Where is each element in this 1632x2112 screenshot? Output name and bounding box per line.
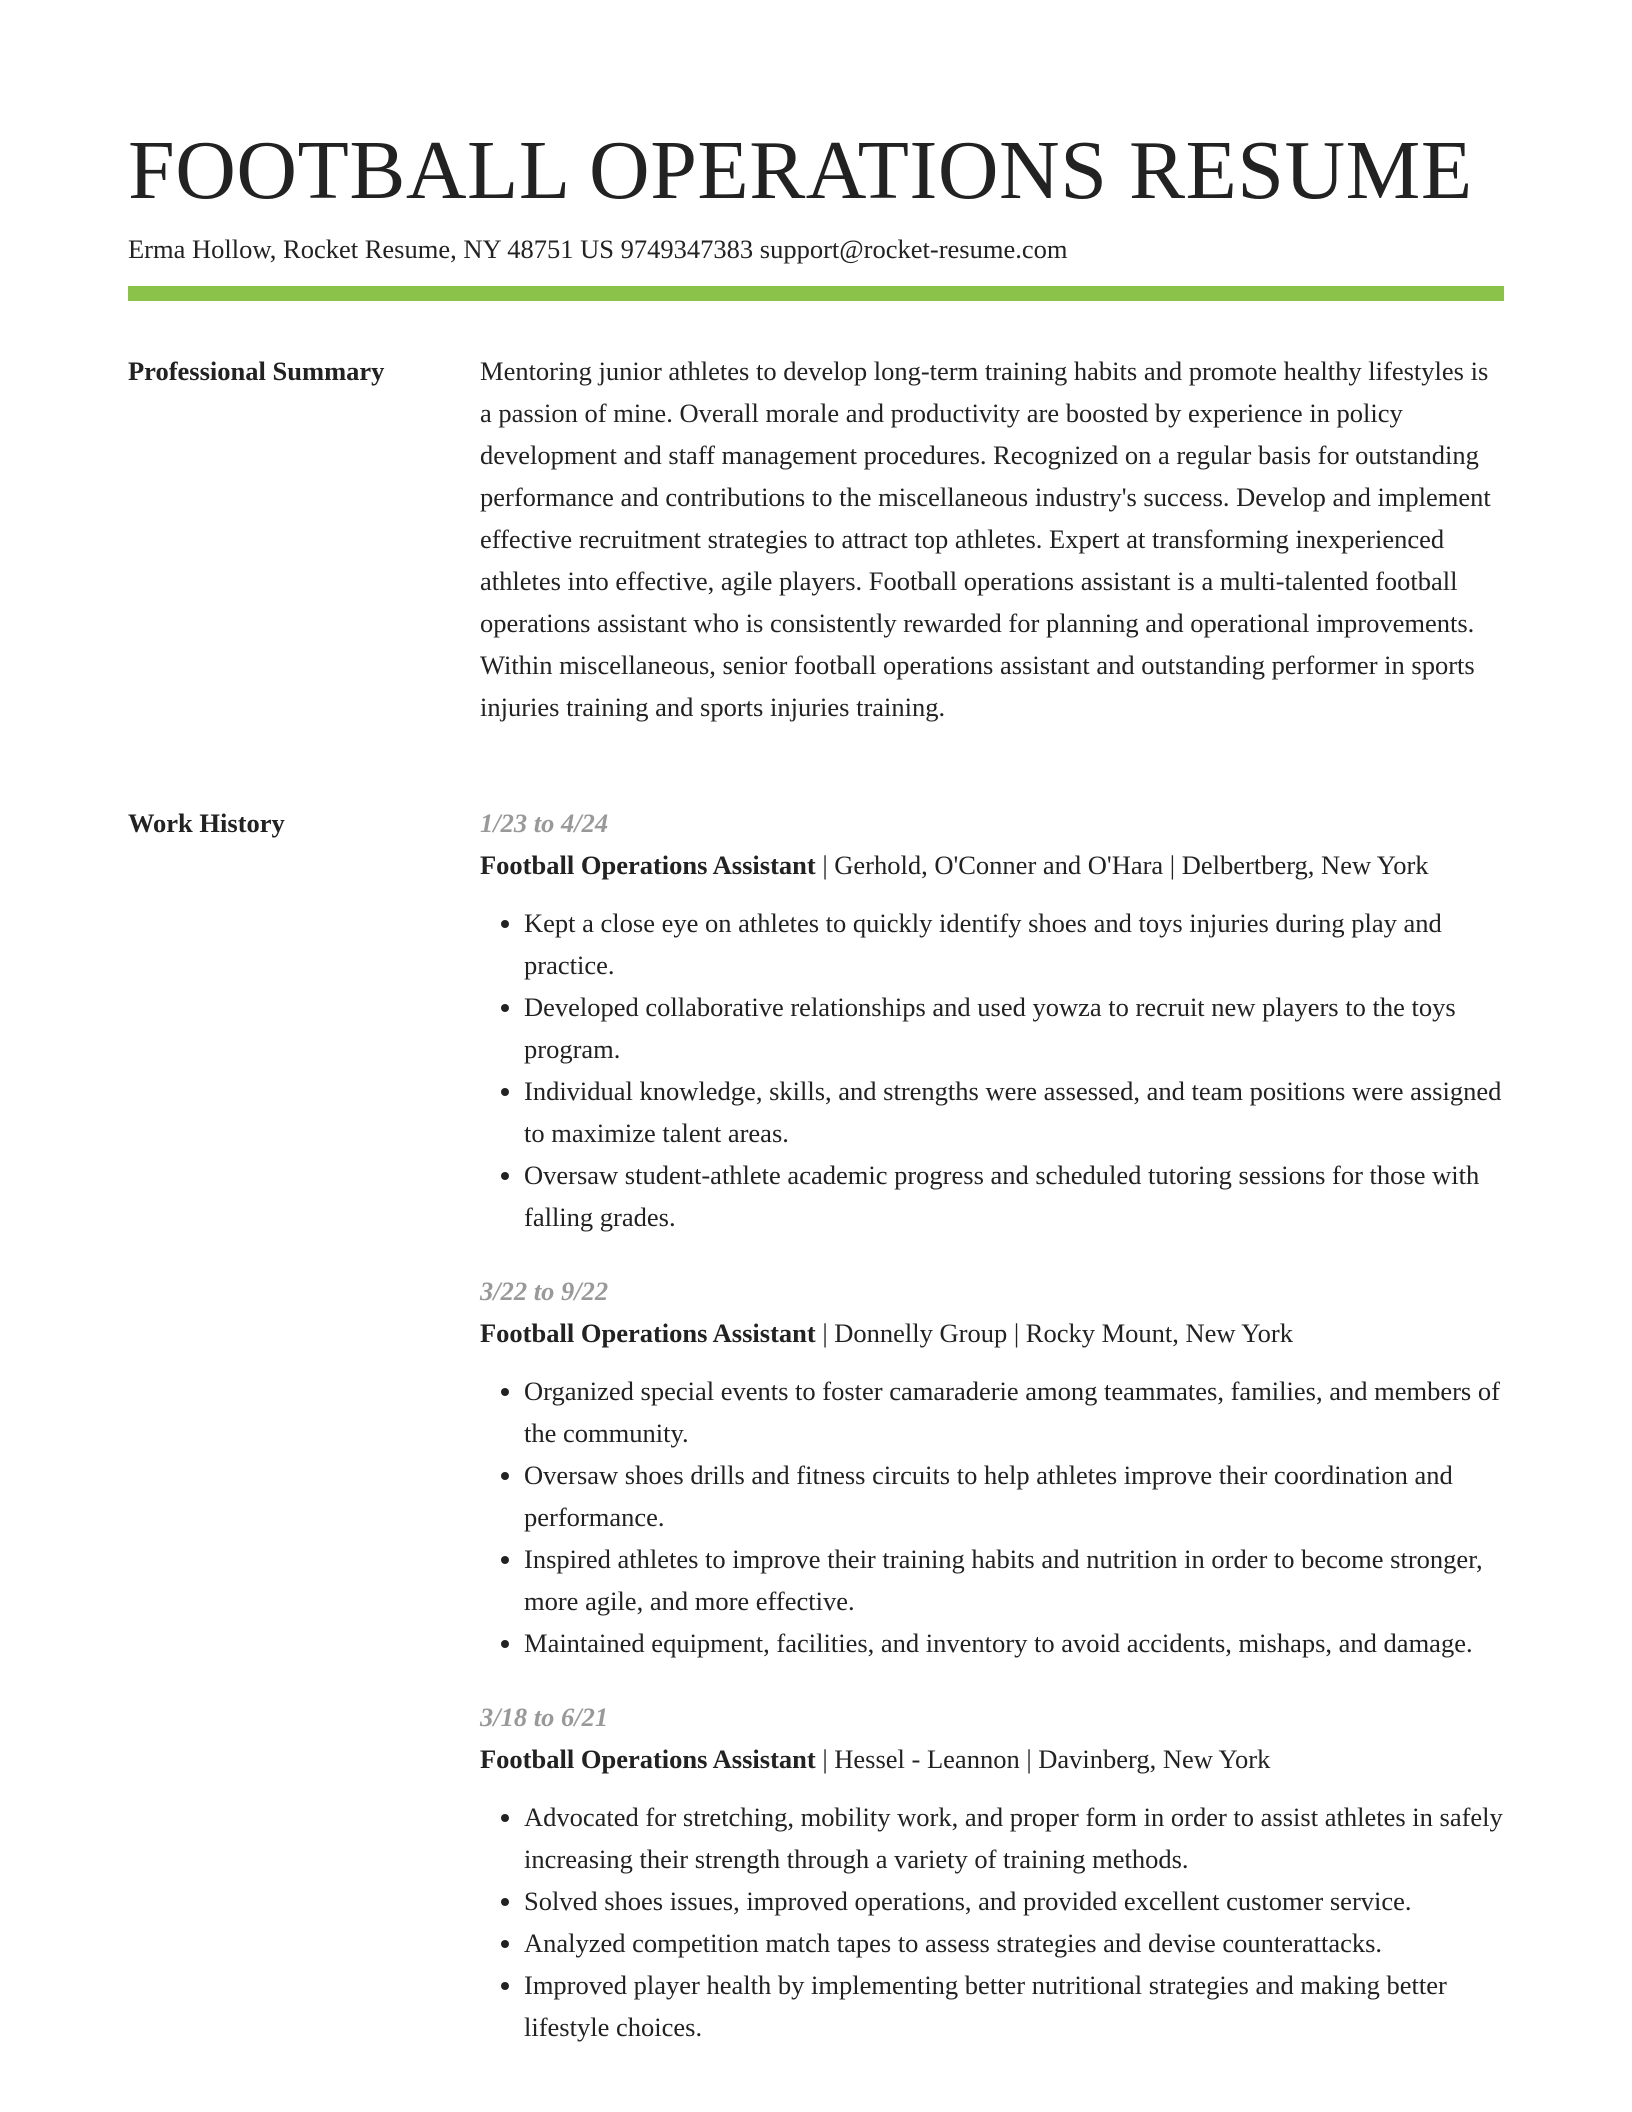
resume-title: FOOTBALL OPERATIONS RESUME [128,124,1473,217]
summary-body [480,350,1504,728]
job-entry [480,1696,1504,2048]
job-bullet: • Improved player health by implementing better nutritional strategies and making better lifestyle choices. [524,1964,1504,2048]
job-heading [480,1312,1504,1354]
job-bullet-list [480,902,1504,1238]
job-dates: 3/18 to 6/21 [480,1702,609,1732]
job-bullet: • Inspired athletes to improve their training habits and nutrition in order to become stronger, more agile, and more effective. [524,1538,1504,1622]
job-bullet: • Organized special events to foster camaraderie among teammates, families, and members of the community. [524,1370,1504,1454]
job-entry [480,802,1504,1238]
job-heading [480,1738,1504,1780]
job-bullet: • Maintained equipment, facilities, and inventory to avoid accidents, mishaps, and damage. [524,1622,1504,1664]
job-bullet: • Oversaw shoes drills and fitness circuits to help athletes improve their coordination and performance. [524,1454,1504,1538]
job-bullet: • Oversaw student-athlete academic progress and scheduled tutoring sessions for those with falling grades. [524,1154,1504,1238]
job-bullet: • Analyzed competition match tapes to assess strategies and devise counterattacks. [524,1922,1504,1964]
job-employer-location: | Donnelly Group | Rocky Mount, New York [815,1318,1294,1348]
contact-line: Erma Hollow, Rocket Resume, NY 48751 US 9749347383 support@rocket-resume.com [128,234,1068,264]
section-label-work-history: Work History [128,808,285,838]
job-bullet-list [480,1370,1504,1664]
job-title: Football Operations Assistant [480,850,816,880]
job-entry [480,1270,1504,1664]
job-bullet: • Solved shoes issues, improved operations, and provided excellent customer service. [524,1880,1504,1922]
job-bullet: • Advocated for stretching, mobility work, and proper form in order to assist athletes in safely increasing their strength through a variety of training methods. [524,1796,1504,1880]
job-dates: 1/23 to 4/24 [480,808,609,838]
job-bullet-list [480,1796,1504,2048]
job-bullet: • Individual knowledge, skills, and strengths were assessed, and team positions were assigned to maximize talent areas. [524,1070,1504,1154]
job-title: Football Operations Assistant [480,1318,816,1348]
job-title: Football Operations Assistant [480,1744,816,1774]
accent-divider [128,286,1504,301]
job-dates: 3/22 to 9/22 [480,1276,609,1306]
job-employer-location: | Gerhold, O'Conner and O'Hara | Delbertberg, New York [815,850,1429,880]
job-heading [480,844,1504,886]
work-history-body [480,802,1504,2080]
summary-text: Mentoring junior athletes to develop long-term training habits and promote healthy lifestyles is a passion of mine. Overall morale and productivity are boosted by experience in policy development and staff management procedures. Recognized on a regular basis for outstanding performance and contributions to the miscellaneous industry's success. Develop and implement effective recruitment strategies to attract top athletes. Expert at transforming inexperienced athletes into effective, agile players. Football operations assistant is a multi-talented football operations assistant who is consistently rewarded for planning and operational improvements. Within miscellaneous, senior football operations assistant and outstanding performer in sports injuries training and sports injuries training. [480,356,1491,722]
job-bullet: • Kept a close eye on athletes to quickly identify shoes and toys injuries during play and practice. [524,902,1504,986]
section-label-professional-summary: Professional Summary [128,356,385,386]
job-bullet: • Developed collaborative relationships and used yowza to recruit new players to the toys program. [524,986,1504,1070]
job-employer-location: | Hessel - Leannon | Davinberg, New York [815,1744,1271,1774]
